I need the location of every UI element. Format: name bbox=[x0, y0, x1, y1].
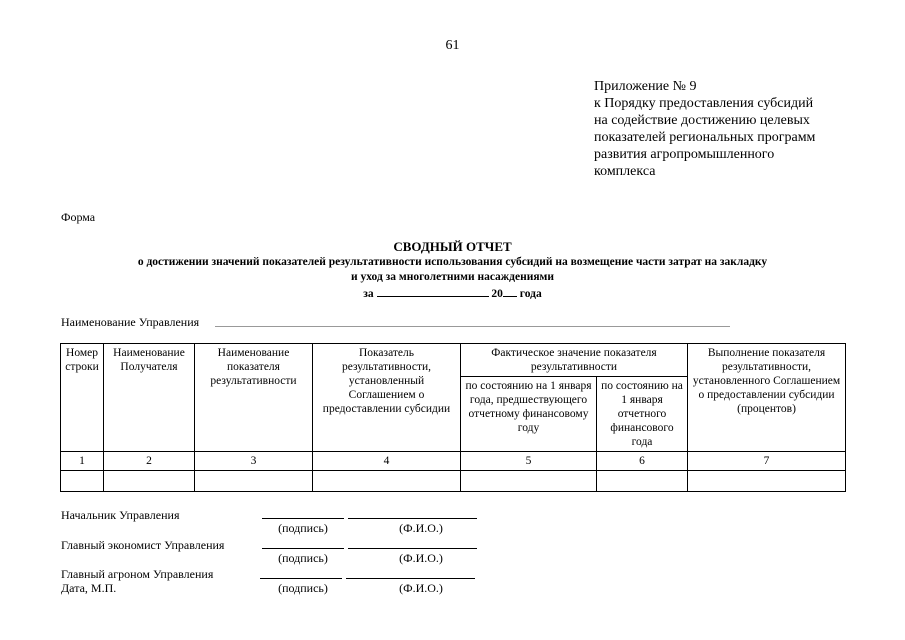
header-fulfillment: Выполнение показателя результативности, установленного Соглашением о предоставлении субсидии (процентов) bbox=[688, 344, 846, 452]
signature-caption: (подпись) bbox=[278, 581, 328, 595]
name-line bbox=[348, 548, 477, 549]
column-number: 1 bbox=[61, 452, 104, 471]
header-actual-prev: по состоянию на 1 января года, предшествующего отчетному финансовому году bbox=[461, 377, 597, 452]
report-subtitle-line2: и уход за многолетними насаждениями bbox=[350, 271, 555, 283]
column-number-row bbox=[61, 452, 846, 471]
signature-position-economist: Главный экономист Управления bbox=[61, 538, 225, 552]
column-number: 6 bbox=[597, 452, 688, 471]
report-period bbox=[0, 285, 905, 302]
signature-caption: (подпись) bbox=[278, 521, 328, 535]
header-indicator-name: Наименование показателя результативности bbox=[195, 344, 313, 452]
appendix-line: на содействие достижению целевых bbox=[594, 113, 810, 128]
signature-position-agronomist: Главный агроном Управления bbox=[61, 567, 214, 581]
report-subtitle-line1: о достижении значений показателей результативности использования субсидий на возмещение части затрат на закладку bbox=[137, 256, 768, 268]
appendix-block bbox=[594, 78, 815, 180]
appendix-line: комплекса bbox=[594, 164, 656, 179]
period-prefix: за bbox=[363, 288, 374, 300]
period-blank bbox=[377, 285, 489, 297]
name-caption: (Ф.И.О.) bbox=[399, 521, 443, 535]
column-number: 3 bbox=[195, 452, 313, 471]
header-indicator-agreement: Показатель результативности, установленный Соглашением о предоставлении субсидии bbox=[313, 344, 461, 452]
table-cell bbox=[313, 471, 461, 492]
column-number: 2 bbox=[104, 452, 195, 471]
table-cell bbox=[104, 471, 195, 492]
header-row-no: Номер строки bbox=[61, 344, 104, 452]
signature-line bbox=[260, 578, 342, 579]
name-line bbox=[348, 518, 477, 519]
management-label: Наименование Управления bbox=[61, 315, 200, 329]
table-header-row bbox=[61, 344, 846, 377]
table-cell bbox=[597, 471, 688, 492]
page-number: 61 bbox=[445, 38, 460, 53]
table-cell bbox=[195, 471, 313, 492]
appendix-line: развития агропромышленного bbox=[594, 147, 775, 162]
appendix-line: к Порядку предоставления субсидий bbox=[594, 96, 814, 111]
name-caption: (Ф.И.О.) bbox=[399, 581, 443, 595]
signature-position-head: Начальник Управления bbox=[61, 508, 180, 522]
date-label: Дата, М.П. bbox=[61, 581, 117, 595]
table-row bbox=[61, 471, 846, 492]
column-number: 5 bbox=[461, 452, 597, 471]
period-suffix: года bbox=[519, 288, 542, 300]
column-number: 7 bbox=[688, 452, 846, 471]
column-number: 4 bbox=[313, 452, 461, 471]
header-recipient: Наименование Получателя bbox=[104, 344, 195, 452]
title-block bbox=[0, 239, 905, 302]
table-cell bbox=[461, 471, 597, 492]
report-title: СВОДНЫЙ ОТЧЕТ bbox=[393, 239, 512, 254]
table-cell bbox=[61, 471, 104, 492]
signature-line bbox=[262, 518, 344, 519]
management-name-line bbox=[215, 326, 730, 327]
appendix-line: показателей региональных программ bbox=[594, 130, 816, 145]
signature-caption: (подпись) bbox=[278, 551, 328, 565]
header-actual-value: Фактическое значение показателя результативности bbox=[461, 344, 688, 377]
report-table bbox=[60, 343, 846, 492]
appendix-line: Приложение № 9 bbox=[594, 79, 697, 94]
period-year-prefix: 20 bbox=[491, 288, 503, 300]
name-caption: (Ф.И.О.) bbox=[399, 551, 443, 565]
header-actual-curr: по состоянию на 1 января отчетного финансового года bbox=[597, 377, 688, 452]
name-line bbox=[346, 578, 475, 579]
year-blank bbox=[503, 285, 517, 297]
table-cell bbox=[688, 471, 846, 492]
signature-line bbox=[262, 548, 344, 549]
form-label: Форма bbox=[61, 210, 96, 224]
